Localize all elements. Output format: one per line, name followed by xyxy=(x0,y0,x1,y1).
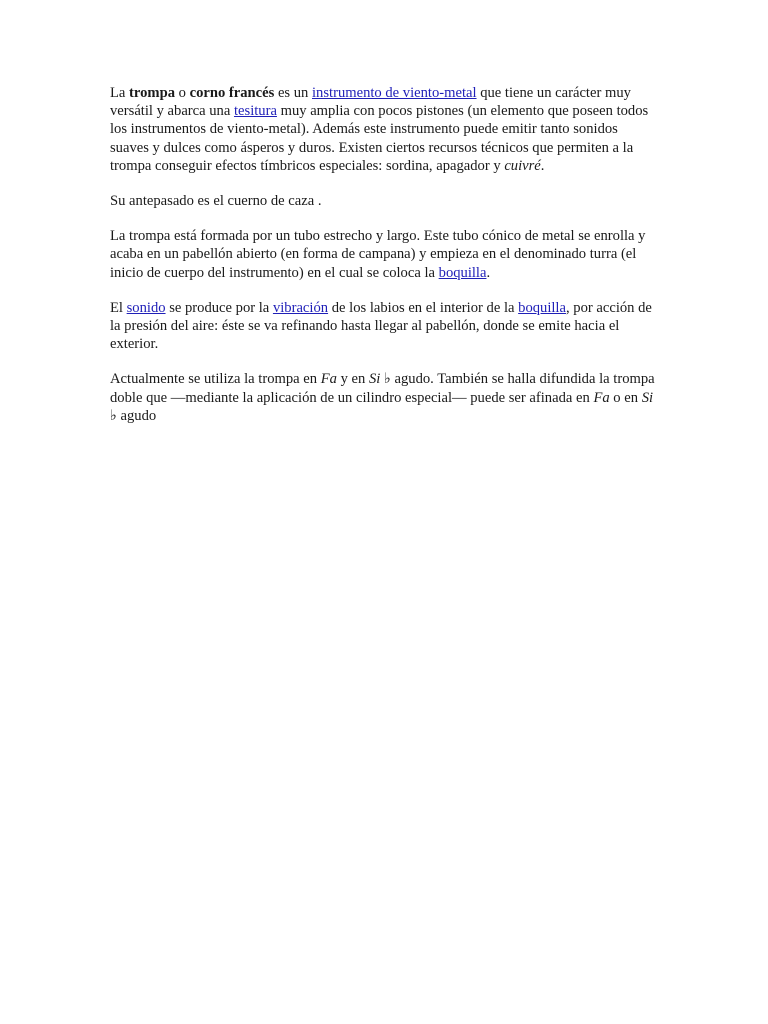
paragraph-ancestor xyxy=(110,192,655,210)
link-boquilla[interactable]: boquilla xyxy=(438,264,487,281)
text-run: La xyxy=(110,85,130,101)
text-run: . xyxy=(486,264,491,281)
paragraph-tuning xyxy=(110,370,655,425)
text-run: . xyxy=(540,157,545,174)
italic-note-si: Si xyxy=(368,371,381,388)
text-run: muy amplia con pocos pistones (un elemento que poseen todos los instrumentos de viento-metal). Además este instrumento puede emitir tanto sonidos suaves y dulces como ásperos y duros. Existen ciertos recursos técnicos que permiten a la trompa conseguir efectos tímbricos especiales: sordina, apagador y xyxy=(110,103,649,174)
italic-note-fa: Fa xyxy=(320,371,337,388)
text-run: es un xyxy=(274,85,312,101)
text-run: y en xyxy=(336,371,369,388)
bold-term-corno-frances: corno francés xyxy=(189,85,275,101)
bold-term-trompa: trompa xyxy=(129,85,175,101)
italic-term-cuivre: cuivré xyxy=(504,157,541,174)
text-run: se produce por la xyxy=(165,299,273,316)
link-vibracion[interactable]: vibración xyxy=(272,299,329,316)
text-run: o en xyxy=(609,389,642,406)
text-run: , por acción de la presión del aire: éste se va refinando hasta llegar al pabellón, donde se emite hacia el exterior. xyxy=(110,299,652,353)
text-run: ♭ agudo xyxy=(110,407,157,424)
paragraph-structure xyxy=(110,227,655,282)
link-tesitura[interactable]: tesitura xyxy=(233,103,277,120)
text-run: ♭ agudo. También se halla difundida la trompa doble que —mediante la aplicación de un cilindro especial— puede ser afinada en xyxy=(110,371,655,406)
text-run: o xyxy=(175,85,190,101)
link-sonido[interactable]: sonido xyxy=(126,299,166,316)
text-run: que tiene un carácter muy versátil y abarca una xyxy=(110,85,631,120)
link-instrumento-viento-metal[interactable]: instrumento de viento-metal xyxy=(312,85,477,101)
text-run: Actualmente se utiliza la trompa en xyxy=(110,371,321,388)
text-run: La trompa está formada por un tubo estrecho y largo. Este tubo cónico de metal se enrolla y acaba en un pabellón abierto (en forma de campana) y empieza en el denominado turra (el inicio de cuerpo del instrumento) en el cual se coloca la xyxy=(110,228,646,281)
text-run: Su antepasado es el cuerno de caza . xyxy=(110,193,322,210)
italic-note-si: Si xyxy=(641,389,654,406)
text-run: de los labios en el interior de la xyxy=(328,299,519,316)
paragraph-intro xyxy=(110,84,655,175)
text-run: El xyxy=(110,299,127,316)
italic-note-fa: Fa xyxy=(593,389,610,406)
paragraph-sound xyxy=(110,299,655,354)
link-boquilla[interactable]: boquilla xyxy=(518,299,566,316)
document-body xyxy=(110,84,655,442)
